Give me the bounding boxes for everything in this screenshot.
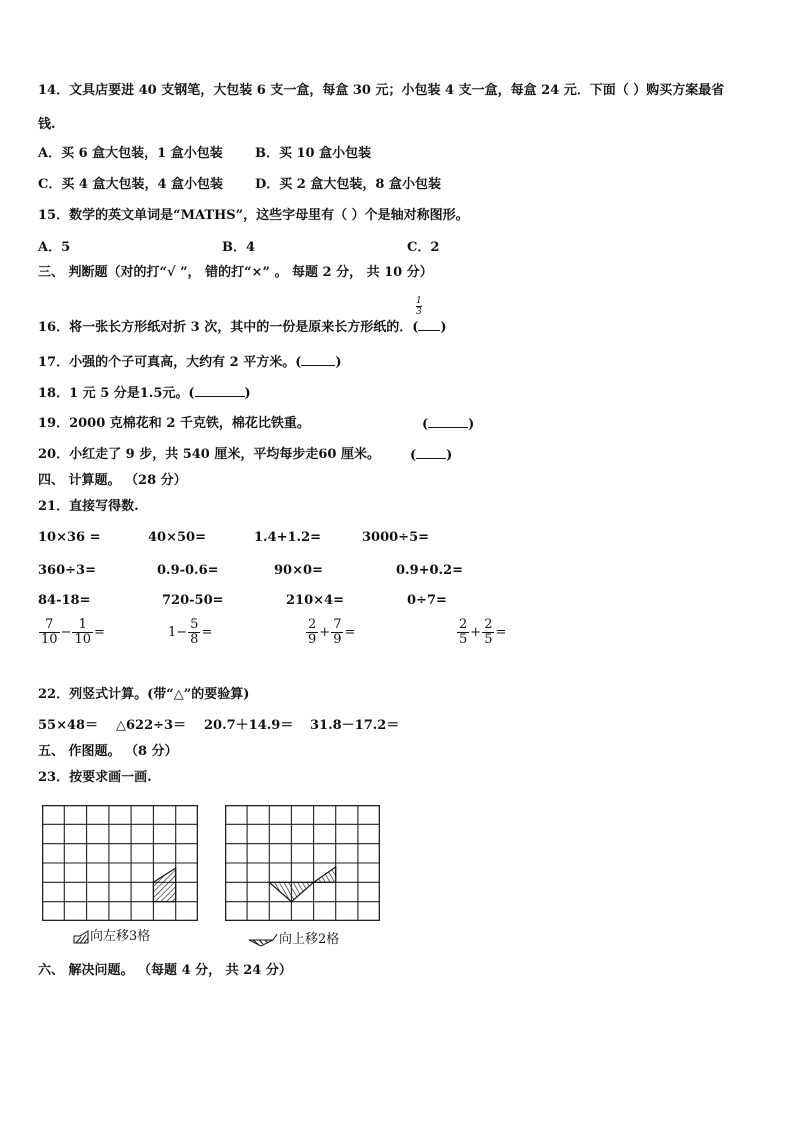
operator: +: [470, 624, 482, 640]
q20-answer: [410, 446, 452, 465]
q21-r3-c4: 0÷7=: [407, 593, 447, 608]
denominator: 9: [333, 632, 342, 647]
equals-sign: =: [495, 624, 507, 640]
q19-text: 19．2000 克棉花和 2 千克铁，棉花比铁重。: [38, 416, 310, 431]
lead-term: 1−: [168, 624, 188, 640]
denominator: 5: [459, 632, 468, 647]
q14-option-b: B．买 10 盒小包装: [255, 146, 372, 161]
hatched-shape-icon: [72, 930, 90, 944]
q19-close: ): [468, 417, 475, 432]
q21-r2-c4: 0.9+0.2=: [396, 563, 464, 578]
q20-text: 20．小红走了 9 步，共 540 厘米，平均每步走60 厘米。: [38, 447, 380, 462]
q21-r2-c3: 90×0=: [274, 563, 323, 578]
fraction: [39, 618, 60, 647]
q23-stem: 23．按要求画一画.: [38, 770, 152, 785]
denominator: 10: [74, 632, 91, 647]
denominator: 9: [308, 632, 317, 647]
q19-answer-blank[interactable]: [428, 415, 468, 428]
q16-frac-num: 1: [416, 296, 422, 306]
q22-item-2: △622÷3＝: [116, 718, 187, 733]
q21-fraction-2: [168, 618, 212, 647]
q22-item-3: 20.7＋14.9＝: [204, 718, 294, 733]
q21-r1-c2: 40×50=: [148, 530, 206, 545]
caption-right-text: 向上移2格: [279, 932, 340, 947]
caption-left-text: 向左移3格: [90, 929, 151, 944]
q17-close: ): [335, 355, 342, 370]
numerator: 7: [45, 617, 54, 632]
q16-tail: ．(: [399, 320, 419, 335]
q21-r3-c1: 84-18=: [38, 593, 91, 608]
right-grid[interactable]: [225, 805, 380, 921]
q21-stem: 21．直接写得数.: [38, 499, 139, 514]
numerator: 2: [484, 617, 493, 632]
right-shape: [269, 867, 335, 902]
q16-close: ): [440, 320, 447, 335]
equals-sign: =: [201, 624, 213, 640]
numerator: 2: [308, 617, 317, 632]
q21-r2-c2: 0.9-0.6=: [157, 563, 219, 578]
section-5-title: 五、 作图题。 （8 分）: [38, 744, 178, 759]
section-4-title: 四、 计算题。 （28 分）: [38, 473, 187, 488]
fraction: [482, 618, 494, 647]
left-shape: [153, 868, 175, 902]
operator: +: [319, 624, 331, 640]
equals-sign: =: [94, 624, 105, 640]
q14-line1: 14．文具店要进 40 支钢笔，大包装 6 支一盒，每盒 30 元；小包装 4 支一盒，每盒 24 元．下面（ ）购买方案最省: [38, 83, 725, 98]
q21-r3-c3: 210×4=: [286, 593, 344, 608]
q14-option-d: D．买 2 盒大包装，8 盒小包装: [255, 177, 441, 192]
q15-stem: 15．数学的英文单词是“MATHS”，这些字母里有（ ）个是轴对称图形。: [38, 208, 469, 223]
section-6-title: 六、 解决问题。 （每题 4 分， 共 24 分）: [38, 963, 292, 978]
q14-option-c: C．买 4 盒大包装，4 盒小包装: [38, 177, 224, 192]
denominator: 5: [484, 632, 493, 647]
q20-open: (: [410, 448, 417, 463]
section-3-title: 三、 判断题（对的打“√ ”， 错的打“×” 。 每题 2 分， 共 10 分）: [38, 265, 433, 280]
q18-close: ): [244, 386, 251, 401]
q21-r1-c3: 1.4+1.2=: [254, 530, 322, 545]
q17-text: [38, 353, 342, 372]
q17-stem: 17．小强的个子可真高，大约有 2 平方米。(: [38, 355, 302, 370]
q19-answer: [422, 415, 474, 434]
hatched-shape-icon: [247, 933, 279, 947]
numerator: 1: [78, 617, 87, 632]
fraction: [72, 618, 93, 647]
fraction: [306, 618, 318, 647]
q14-line2: 钱.: [38, 117, 56, 132]
q21-r1-c4: 3000÷5=: [362, 530, 430, 545]
fraction: [331, 618, 343, 647]
q20-answer-blank[interactable]: [416, 446, 446, 459]
equals-sign: =: [344, 624, 356, 640]
operator: −: [60, 624, 72, 640]
q22-stem: 22．列竖式计算。(带“△”的要验算): [38, 687, 250, 702]
left-grid[interactable]: [42, 805, 198, 921]
fraction: [457, 618, 469, 647]
numerator: 5: [190, 617, 199, 632]
numerator: 2: [459, 617, 468, 632]
q19-open: (: [422, 417, 429, 432]
q18-answer-blank[interactable]: [195, 384, 245, 397]
q21-fraction-1: [38, 618, 105, 647]
q18-stem: 18．1 元 5 分是1.5元。(: [38, 386, 195, 401]
fraction: [188, 618, 200, 647]
denominator: 10: [41, 632, 58, 647]
caption-right: [247, 932, 339, 948]
q16-fraction: [416, 296, 422, 317]
q21-fraction-4: [456, 618, 506, 647]
q20-close: ): [446, 448, 453, 463]
caption-left: [72, 929, 150, 945]
q16-text: [38, 318, 447, 337]
q22-item-4: 31.8－17.2＝: [310, 718, 400, 733]
q14-option-a: A．买 6 盒大包装，1 盒小包装: [38, 146, 223, 161]
q18-text: [38, 384, 251, 403]
q15-option-a: A．5: [38, 240, 71, 255]
q21-r1-c1: 10×36 =: [38, 530, 101, 545]
numerator: 7: [333, 617, 342, 632]
q17-answer-blank[interactable]: [301, 353, 335, 366]
q21-fraction-3: [305, 618, 355, 647]
q15-option-c: C．2: [407, 240, 440, 255]
q21-r2-c1: 360÷3=: [38, 563, 96, 578]
q16-stem: 16．将一张长方形纸对折 3 次，其中的一份是原来长方形纸的: [38, 320, 400, 335]
q15-option-b: B．4: [222, 240, 256, 255]
q22-item-1: 55×48＝: [38, 718, 99, 733]
q16-frac-den: 3: [416, 307, 422, 317]
denominator: 8: [190, 632, 199, 647]
q21-r3-c2: 720-50=: [162, 593, 224, 608]
q16-answer-blank[interactable]: [418, 318, 440, 331]
